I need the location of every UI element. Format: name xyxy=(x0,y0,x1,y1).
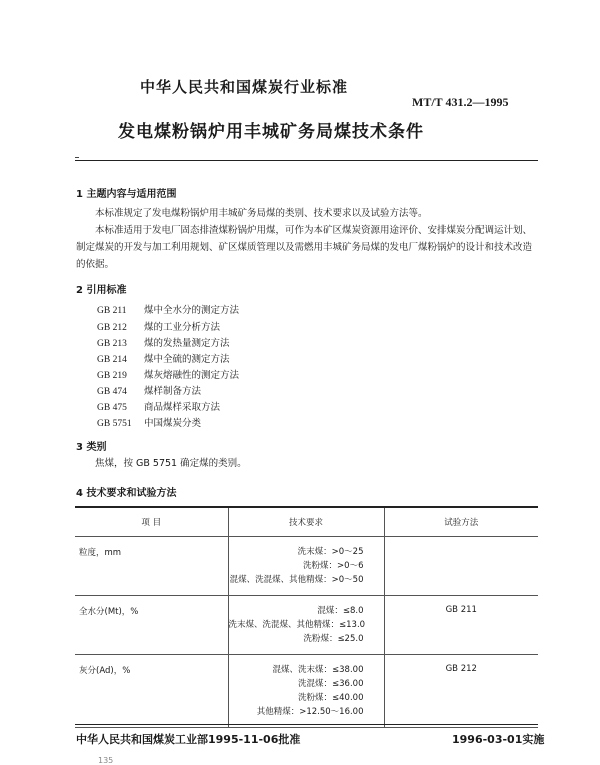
reference-code: GB 474 xyxy=(97,387,127,397)
row-method xyxy=(384,537,538,596)
requirement-line: 洗粉煤：>0～6 xyxy=(303,561,364,571)
reference-code: GB 214 xyxy=(97,355,127,365)
requirement-line: 洗混煤：≤36.00 xyxy=(298,679,364,689)
reference-name: 煤中全水分的测定方法 xyxy=(144,305,240,316)
reference-name: 煤的发热量测定方法 xyxy=(144,338,230,349)
row-requirement xyxy=(228,596,384,655)
row-item: 粒度，mm xyxy=(75,537,228,596)
table-row xyxy=(75,596,538,655)
requirement-line: 混煤、洗混煤、其他精煤：>0～50 xyxy=(229,575,364,585)
reference-item xyxy=(97,367,239,381)
document-title: 发电煤粉锅炉用丰城矿务局煤技术条件 xyxy=(118,122,424,142)
footer-rule xyxy=(75,724,538,725)
row-method: GB 211 xyxy=(384,596,538,655)
standard-code: MT/T 431.2—1995 xyxy=(412,95,509,109)
reference-item xyxy=(97,399,220,413)
section-3-heading: 3 类别 xyxy=(76,442,107,453)
page-number: 135 xyxy=(98,756,114,765)
reference-item xyxy=(97,383,201,397)
header-rule xyxy=(75,160,538,161)
issuer-title: 中华人民共和国煤炭行业标准 xyxy=(140,78,349,96)
section-1-heading: 1 主题内容与适用范围 xyxy=(76,189,177,200)
row-item: 灰分(Ad)，% xyxy=(75,655,228,728)
reference-item xyxy=(97,415,201,429)
reference-code: GB 211 xyxy=(97,306,127,316)
header-method: 试验方法 xyxy=(384,507,538,537)
approval-line: 中华人民共和国煤炭工业部1995-11-06批准 xyxy=(76,733,301,746)
section-2-heading: 2 引用标准 xyxy=(76,285,127,296)
table-header-row xyxy=(75,507,538,537)
table-row xyxy=(75,655,538,728)
reference-code: GB 475 xyxy=(97,403,127,413)
requirement-line: 混煤、洗末煤：≤38.00 xyxy=(272,665,364,675)
reference-code: GB 212 xyxy=(97,323,127,333)
reference-code: GB 213 xyxy=(97,339,127,349)
reference-code: GB 5751 xyxy=(97,419,132,429)
section-1-para-1: 本标准规定了发电煤粉锅炉用丰城矿务局煤的类别、技术要求以及试验方法等。 xyxy=(95,208,428,219)
reference-item xyxy=(97,351,230,365)
reference-name: 煤的工业分析方法 xyxy=(144,322,221,333)
requirement-line: 其他精煤：>12.50～16.00 xyxy=(256,707,364,717)
reference-name: 商品煤样采取方法 xyxy=(144,402,221,413)
requirements-table xyxy=(75,506,538,728)
requirement-line: 洗粉煤：≤40.00 xyxy=(298,693,364,703)
reference-name: 中国煤炭分类 xyxy=(144,418,202,429)
requirement-line: 洗粉煤：≤25.0 xyxy=(303,634,364,644)
reference-name: 煤样制备方法 xyxy=(144,386,202,397)
requirement-line: 洗末煤、洗混煤、其他精煤：≤13.0 xyxy=(228,620,366,630)
row-method: GB 212 xyxy=(384,655,538,728)
requirement-line: 洗末煤：>0～25 xyxy=(297,547,364,557)
row-requirement xyxy=(228,655,384,728)
header-requirement: 技术要求 xyxy=(228,507,384,537)
implementation-date: 1996-03-01实施 xyxy=(452,733,545,746)
section-3-para: 焦煤，按 GB 5751 确定煤的类别。 xyxy=(95,458,247,469)
reference-item xyxy=(97,319,220,333)
table-row xyxy=(75,537,538,596)
reference-item xyxy=(97,335,230,349)
reference-item xyxy=(97,302,239,316)
reference-name: 煤中全硫的测定方法 xyxy=(144,354,230,365)
requirement-line: 混煤：≤8.0 xyxy=(317,606,364,616)
section-1-para-2: 本标准适用于发电厂固态排渣煤粉锅炉用煤，可作为本矿区煤炭资源用途评价、安排煤炭分配调运计划、制定煤炭的开发与加工利用规划、矿区煤质管理以及需燃用丰城矿务局煤的发电厂煤粉锅炉的设计和技术改造的依据。 xyxy=(76,225,533,270)
header-mark xyxy=(75,157,79,158)
row-requirement xyxy=(228,537,384,596)
reference-code: GB 219 xyxy=(97,371,127,381)
row-item: 全水分(Mt)，% xyxy=(75,596,228,655)
reference-name: 煤灰熔融性的测定方法 xyxy=(144,370,240,381)
section-4-heading: 4 技术要求和试验方法 xyxy=(76,488,177,499)
header-item: 项 目 xyxy=(75,507,228,537)
